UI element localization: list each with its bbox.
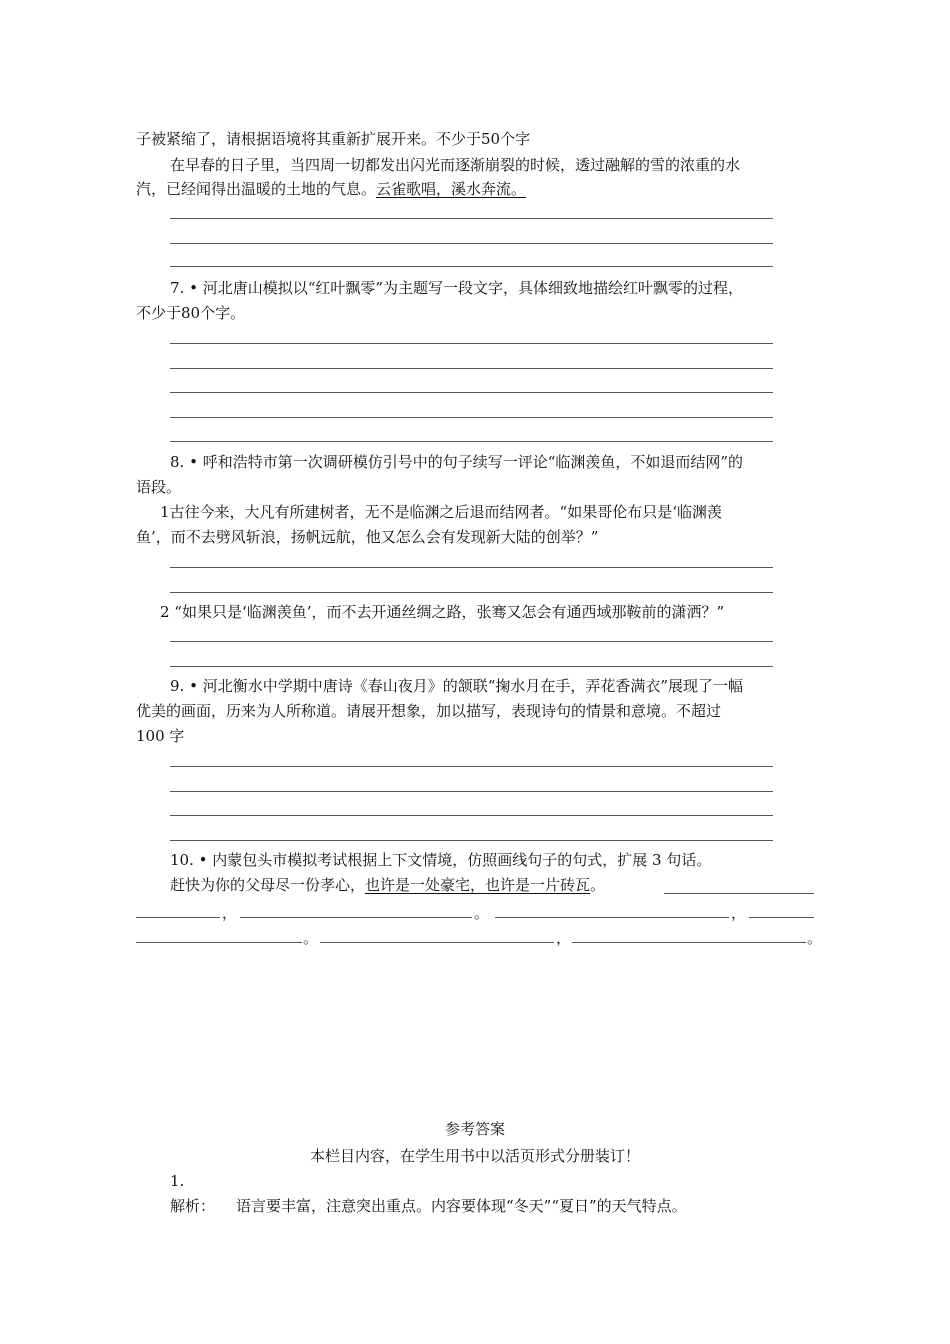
answer-item-number: 1. [170, 1172, 185, 1190]
q10-line-1: 10. • 内蒙包头市模拟考试根据上下文情境，仿照画线句子的句式，扩展 3 句话。 [170, 851, 712, 869]
answer-line[interactable] [170, 766, 773, 767]
q8-line-2: 语段。 [136, 478, 182, 496]
blank-period: 。 [474, 904, 490, 922]
q8-part-1-line-1: 1古往今来，大凡有所建树者，无不是临渊之后退而结网者。“如果哥伦布只是‘临渊羡 [160, 503, 722, 521]
answer-line[interactable] [170, 567, 773, 568]
answer-line[interactable] [170, 243, 773, 244]
fill-blank[interactable] [572, 942, 806, 943]
blank-period: 。 [807, 929, 823, 947]
answer-line[interactable] [170, 218, 773, 219]
q9-line-1: 9. • 河北衡水中学期中唐诗《春山夜月》的颔联“掬水月在手，弄花香满衣”展现了一幅 [170, 677, 744, 695]
q8-part-2-line-1: 2 “如果只是‘临渊羡鱼’，而不去开通丝绸之路，张骞又怎会有通西域那鞍前的潇洒？” [160, 603, 725, 621]
q8-line-1: 8. • 呼和浩特市第一次调研模仿引号中的句子续写一评论“临渊羡鱼，不如退而结网”的 [170, 453, 744, 471]
q10-line-2-text: 赶快为你的父母尽一份孝心， [170, 876, 366, 894]
blank-comma: ， [731, 904, 747, 922]
q10-underlined-sentence: 也许是一处豪宅，也许是一片砖瓦 [365, 876, 591, 894]
analysis-text: 语言要丰富，注意突出重点。内容要体现“冬天”“夏日”的天气特点。 [236, 1197, 687, 1215]
blank-period: 。 [303, 929, 319, 947]
answer-line[interactable] [170, 666, 773, 667]
q6-line-3-text: 汽，已经闻得出温暖的土地的气息。 [136, 180, 377, 198]
answer-line[interactable] [170, 791, 773, 792]
answer-line[interactable] [170, 417, 773, 418]
answer-line[interactable] [170, 641, 773, 642]
fill-blank[interactable] [136, 942, 302, 943]
fill-blank[interactable] [240, 917, 472, 918]
answer-line[interactable] [170, 392, 773, 393]
answer-line[interactable] [170, 592, 773, 593]
answers-note: 本栏目内容，在学生用书中以活页形式分册装订！ [309, 1147, 640, 1165]
answer-line[interactable] [170, 343, 773, 344]
fill-blank[interactable] [495, 917, 729, 918]
q9-line-3: 100 字 [136, 727, 185, 745]
q6-underlined-sentence: 云雀歌唱，溪水奔流。 [376, 180, 527, 198]
q9-line-2: 优美的画面，历来为人所称道。请展开想象，加以描写，表现诗句的情景和意境。不超过 [136, 702, 722, 720]
q6-line-3 [136, 179, 526, 199]
analysis-label: 解析： [170, 1197, 216, 1215]
blank-comma: ， [556, 929, 572, 947]
q8-part-1-line-2: 鱼’，而不去劈风斩浪，扬帆远航，他又怎么会有发现新大陆的创举？” [136, 528, 599, 546]
answer-line[interactable] [170, 368, 773, 369]
q10-line-2 [170, 875, 605, 895]
answer-line[interactable] [170, 840, 773, 841]
q10-line-2-period: 。 [590, 876, 606, 894]
q7-line-1: 7. • 河北唐山模拟以“红叶飘零”为主题写一段文字，具体细致地描绘红叶飘零的过程， [170, 279, 744, 297]
answer-line[interactable] [170, 441, 773, 442]
fill-blank[interactable] [320, 942, 554, 943]
q6-line-2: 在早春的日子里，当四周一切都发出闪光而逐渐崩裂的时候，透过融解的雪的浓重的水 [170, 156, 741, 174]
q6-line-1: 子被紧缩了，请根据语境将其重新扩展开来。不少于50个字 [136, 130, 531, 148]
q7-line-2: 不少于80个字。 [136, 304, 246, 322]
fill-blank[interactable] [749, 917, 814, 918]
fill-blank[interactable] [664, 893, 814, 894]
answers-title: 参考答案 [444, 1120, 505, 1138]
answer-line[interactable] [170, 815, 773, 816]
fill-blank[interactable] [136, 917, 220, 918]
answer-line[interactable] [170, 266, 773, 267]
blank-comma: ， [222, 904, 238, 922]
